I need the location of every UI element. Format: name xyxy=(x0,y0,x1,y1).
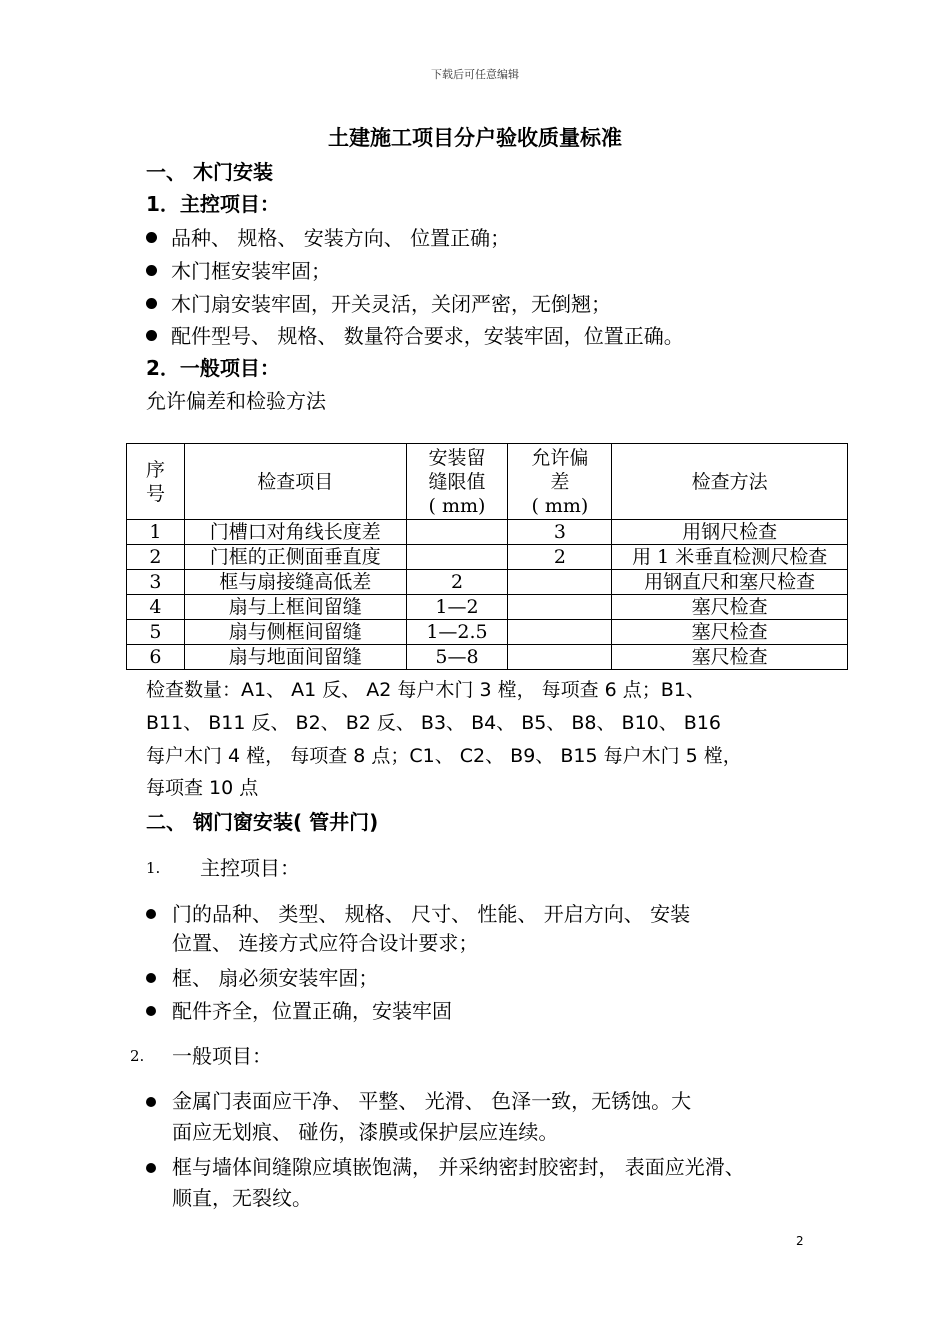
table-row xyxy=(127,620,848,645)
quantity-line: 每户木门 4 樘， 每项查 8 点；C1、 C2、 B9、 B15 每户木门 5 樘， xyxy=(146,745,742,767)
cell-method: 塞尺检查 xyxy=(612,645,848,670)
bullet-icon xyxy=(146,232,157,243)
header-method: 检查方法 xyxy=(612,444,848,520)
quantity-line: B11、 B11 反、 B2、 B2 反、 B3、 B4、 B5、 B8、 B10、 B16 xyxy=(146,712,722,734)
cell-seq: 2 xyxy=(127,545,185,570)
section1-main-item: 木门扇安装牢固，开关灵活，关闭严密，无倒翘； xyxy=(146,288,611,317)
cell-deviation xyxy=(508,570,612,595)
cell-gap xyxy=(406,520,508,545)
section2-general-item: 金属门表面应干净、 平整、 光滑、 色泽一致，无锈蚀。大 面应无划痕、 碰伤，漆膜或保护层应连续。 xyxy=(146,1086,826,1148)
section2-main-label: 主控项目： xyxy=(200,856,300,880)
table-row xyxy=(127,570,848,595)
bullet-icon xyxy=(146,1163,156,1173)
section2-main-num: 1. xyxy=(146,859,161,877)
cell-method: 用钢尺检查 xyxy=(612,520,848,545)
table-row xyxy=(127,520,848,545)
cell-gap: 1—2.5 xyxy=(406,620,508,645)
table-row xyxy=(127,595,848,620)
header-note: 下载后可任意编辑 xyxy=(431,68,519,81)
cell-seq: 5 xyxy=(127,620,185,645)
document-title: 土建施工项目分户验收质量标准 xyxy=(328,126,622,150)
section2-heading: 二、 钢门窗安装( 管井门) xyxy=(146,810,379,834)
cell-gap: 1—2 xyxy=(406,595,508,620)
cell-deviation xyxy=(508,595,612,620)
quantity-line: 检查数量：A1、 A1 反、 A2 每户木门 3 樘， 每项查 6 点；B1、 xyxy=(146,679,705,701)
bullet-icon xyxy=(146,973,156,983)
cell-item: 扇与侧框间留缝 xyxy=(184,620,406,645)
section1-main-item: 品种、 规格、 安装方向、 位置正确； xyxy=(146,222,510,251)
cell-deviation xyxy=(508,620,612,645)
header-item: 检查项目 xyxy=(184,444,406,520)
header-gap-limit: 安装留 缝限值 ( mm) xyxy=(406,444,508,520)
bullet-icon xyxy=(146,298,157,309)
cell-item: 扇与地面间留缝 xyxy=(184,645,406,670)
section2-main-item: 配件齐全，位置正确，安装牢固 xyxy=(146,995,826,1025)
cell-gap: 2 xyxy=(406,570,508,595)
cell-item: 扇与上框间留缝 xyxy=(184,595,406,620)
page-number: 2 xyxy=(796,1234,804,1248)
section2-general-item: 框与墙体间缝隙应填嵌饱满， 并采纳密封胶密封， 表面应光滑、 顺直，无裂纹。 xyxy=(146,1152,836,1214)
section1-heading: 一、 木门安装 xyxy=(146,160,273,184)
cell-seq: 3 xyxy=(127,570,185,595)
cell-item: 门框的正侧面垂直度 xyxy=(184,545,406,570)
cell-method: 塞尺检查 xyxy=(612,595,848,620)
cell-seq: 6 xyxy=(127,645,185,670)
cell-gap xyxy=(406,545,508,570)
cell-item: 框与扇接缝高低差 xyxy=(184,570,406,595)
header-deviation: 允许偏 差 ( mm) xyxy=(508,444,612,520)
cell-seq: 1 xyxy=(127,520,185,545)
quantity-line: 每项查 10 点 xyxy=(146,777,259,799)
section2-main-item: 门的品种、 类型、 规格、 尺寸、 性能、 开启方向、 安装 位置、 连接方式应符合设计要求； xyxy=(146,898,826,958)
bullet-icon xyxy=(146,1006,156,1016)
section2-general-label: 一般项目： xyxy=(172,1044,272,1068)
cell-method: 塞尺检查 xyxy=(612,620,848,645)
cell-seq: 4 xyxy=(127,595,185,620)
table-row xyxy=(127,645,848,670)
section1-main-item: 木门框安装牢固； xyxy=(146,255,331,284)
bullet-icon xyxy=(146,1097,156,1107)
cell-item: 门槽口对角线长度差 xyxy=(184,520,406,545)
cell-method: 用 1 米垂直检测尺检查 xyxy=(612,545,848,570)
table-header-row xyxy=(127,444,848,520)
deviation-caption: 允许偏差和检验方法 xyxy=(146,389,326,413)
bullet-icon xyxy=(146,330,157,341)
cell-gap: 5—8 xyxy=(406,645,508,670)
cell-method: 用钢直尺和塞尺检查 xyxy=(612,570,848,595)
section1-main-item: 配件型号、 规格、 数量符合要求，安装牢固，位置正确。 xyxy=(146,320,684,349)
bullet-icon xyxy=(146,265,157,276)
cell-deviation xyxy=(508,645,612,670)
section2-main-item: 框、 扇必须安装牢固； xyxy=(146,962,826,992)
cell-deviation: 2 xyxy=(508,545,612,570)
section1-general-label: 2．一般项目： xyxy=(146,356,280,380)
table-row xyxy=(127,545,848,570)
header-seq: 序 号 xyxy=(127,444,185,520)
section1-main-label: 1．主控项目： xyxy=(146,192,280,216)
cell-deviation: 3 xyxy=(508,520,612,545)
bullet-icon xyxy=(146,909,156,919)
inspection-table xyxy=(126,443,848,670)
section2-general-num: 2. xyxy=(130,1047,145,1065)
